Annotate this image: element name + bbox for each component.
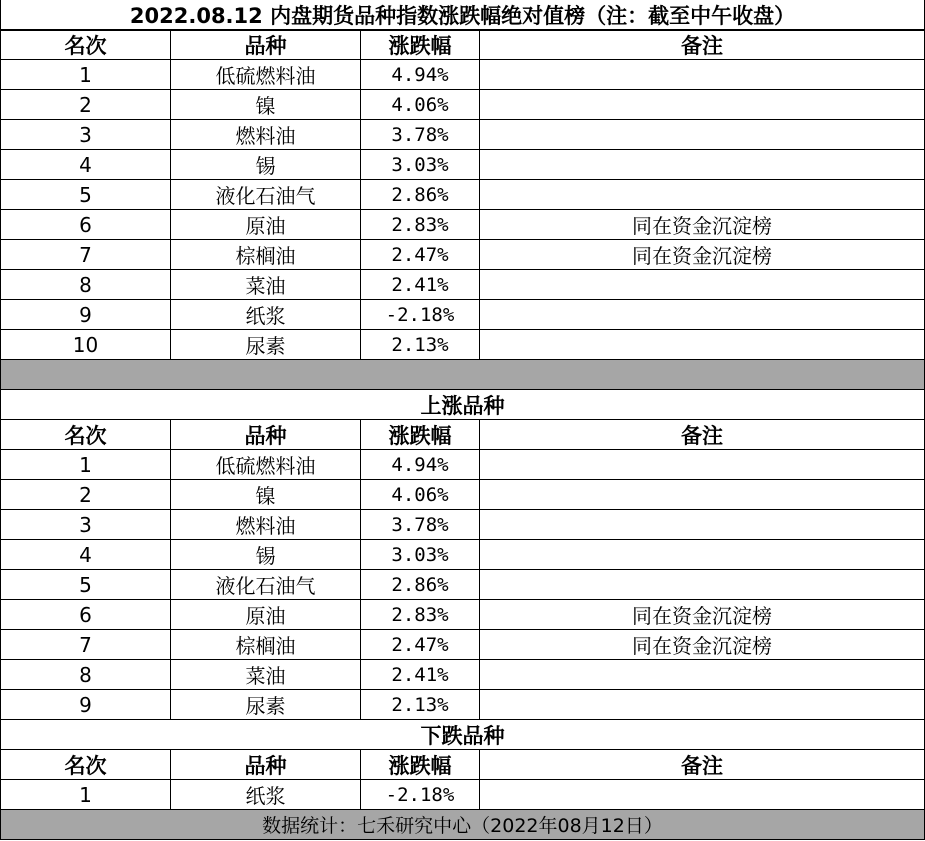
name-cell: 镍 [171,90,361,119]
note-cell [480,660,925,689]
change-cell: 2.47% [361,630,480,659]
table-row [0,180,925,210]
header-change: 涨跌幅 [361,31,480,59]
change-cell: 2.83% [361,600,480,629]
note-cell [480,330,925,359]
note-cell: 同在资金沉淀榜 [480,240,925,269]
rank-cell: 7 [0,630,171,659]
table-row [0,270,925,300]
header-rank: 名次 [0,750,171,779]
table-row [0,60,925,90]
name-cell: 原油 [171,600,361,629]
note-cell: 同在资金沉淀榜 [480,600,925,629]
rank-cell: 4 [0,540,171,569]
rank-cell: 5 [0,570,171,599]
note-cell [480,150,925,179]
table-row [0,780,925,810]
note-cell [480,450,925,479]
change-cell: 2.86% [361,180,480,209]
table-row [0,570,925,600]
name-cell: 燃料油 [171,120,361,149]
note-cell [480,540,925,569]
header-row-falling [0,750,925,780]
title-row [0,0,925,30]
name-cell: 纸浆 [171,780,361,809]
change-cell: 2.86% [361,570,480,599]
table-row [0,330,925,360]
rank-cell: 1 [0,780,171,809]
name-cell: 棕榈油 [171,240,361,269]
rank-cell: 9 [0,300,171,329]
rank-cell: 1 [0,450,171,479]
note-cell [480,90,925,119]
name-cell: 尿素 [171,690,361,719]
rank-cell: 2 [0,90,171,119]
name-cell: 原油 [171,210,361,239]
header-change: 涨跌幅 [361,750,480,779]
table-row [0,300,925,330]
header-name: 品种 [171,750,361,779]
note-cell [480,300,925,329]
rising-rows [0,450,925,720]
table-row [0,540,925,570]
table-row [0,120,925,150]
header-change: 涨跌幅 [361,420,480,449]
all-rows [0,60,925,360]
table-row [0,480,925,510]
rank-cell: 6 [0,210,171,239]
rank-cell: 6 [0,600,171,629]
note-cell: 同在资金沉淀榜 [480,210,925,239]
name-cell: 液化石油气 [171,570,361,599]
header-note: 备注 [480,750,925,779]
change-cell: 3.78% [361,120,480,149]
rank-cell: 3 [0,120,171,149]
name-cell: 液化石油气 [171,180,361,209]
change-cell: -2.18% [361,780,480,809]
change-cell: 3.03% [361,150,480,179]
header-name: 品种 [171,31,361,59]
rank-cell: 4 [0,150,171,179]
note-cell [480,510,925,539]
change-cell: 4.06% [361,90,480,119]
table-row [0,450,925,480]
rank-cell: 7 [0,240,171,269]
rank-cell: 8 [0,660,171,689]
header-note: 备注 [480,31,925,59]
header-note: 备注 [480,420,925,449]
change-cell: 4.94% [361,450,480,479]
note-cell [480,780,925,809]
change-cell: 4.94% [361,60,480,89]
change-cell: 2.47% [361,240,480,269]
change-cell: 3.03% [361,540,480,569]
name-cell: 菜油 [171,270,361,299]
rising-section-title: 上涨品种 [0,390,925,419]
footer-row [0,810,925,840]
name-cell: 镍 [171,480,361,509]
note-cell [480,60,925,89]
table-row [0,600,925,630]
rank-cell: 5 [0,180,171,209]
footer-source: 数据统计：七禾研究中心（2022年08月12日） [0,810,925,839]
name-cell: 低硫燃料油 [171,60,361,89]
rank-cell: 3 [0,510,171,539]
note-cell [480,480,925,509]
header-rank: 名次 [0,31,171,59]
table-row [0,510,925,540]
header-row-rising [0,420,925,450]
separator-row [0,360,925,390]
table-row [0,630,925,660]
header-rank: 名次 [0,420,171,449]
table-row [0,690,925,720]
separator-cell [0,360,925,389]
name-cell: 锡 [171,540,361,569]
name-cell: 低硫燃料油 [171,450,361,479]
falling-rows [0,780,925,810]
header-name: 品种 [171,420,361,449]
rank-cell: 10 [0,330,171,359]
change-cell: 2.83% [361,210,480,239]
change-cell: 2.13% [361,330,480,359]
name-cell: 棕榈油 [171,630,361,659]
name-cell: 尿素 [171,330,361,359]
rank-cell: 8 [0,270,171,299]
name-cell: 锡 [171,150,361,179]
name-cell: 燃料油 [171,510,361,539]
rank-cell: 2 [0,480,171,509]
table-row [0,660,925,690]
table-row [0,150,925,180]
change-cell: 4.06% [361,480,480,509]
table-row [0,240,925,270]
rank-cell: 1 [0,60,171,89]
change-cell: 3.78% [361,510,480,539]
sheet-title: 2022.08.12 内盘期货品种指数涨跌幅绝对值榜（注：截至中午收盘） [0,0,925,29]
note-cell [480,270,925,299]
note-cell [480,180,925,209]
change-cell: 2.41% [361,270,480,299]
falling-section-row [0,720,925,750]
note-cell [480,690,925,719]
rising-section-row [0,390,925,420]
change-cell: 2.13% [361,690,480,719]
name-cell: 菜油 [171,660,361,689]
change-cell: -2.18% [361,300,480,329]
note-cell [480,120,925,149]
table-row [0,210,925,240]
name-cell: 纸浆 [171,300,361,329]
falling-section-title: 下跌品种 [0,720,925,749]
rank-cell: 9 [0,690,171,719]
note-cell: 同在资金沉淀榜 [480,630,925,659]
change-cell: 2.41% [361,660,480,689]
note-cell [480,570,925,599]
table-row [0,90,925,120]
header-row-all [0,30,925,60]
